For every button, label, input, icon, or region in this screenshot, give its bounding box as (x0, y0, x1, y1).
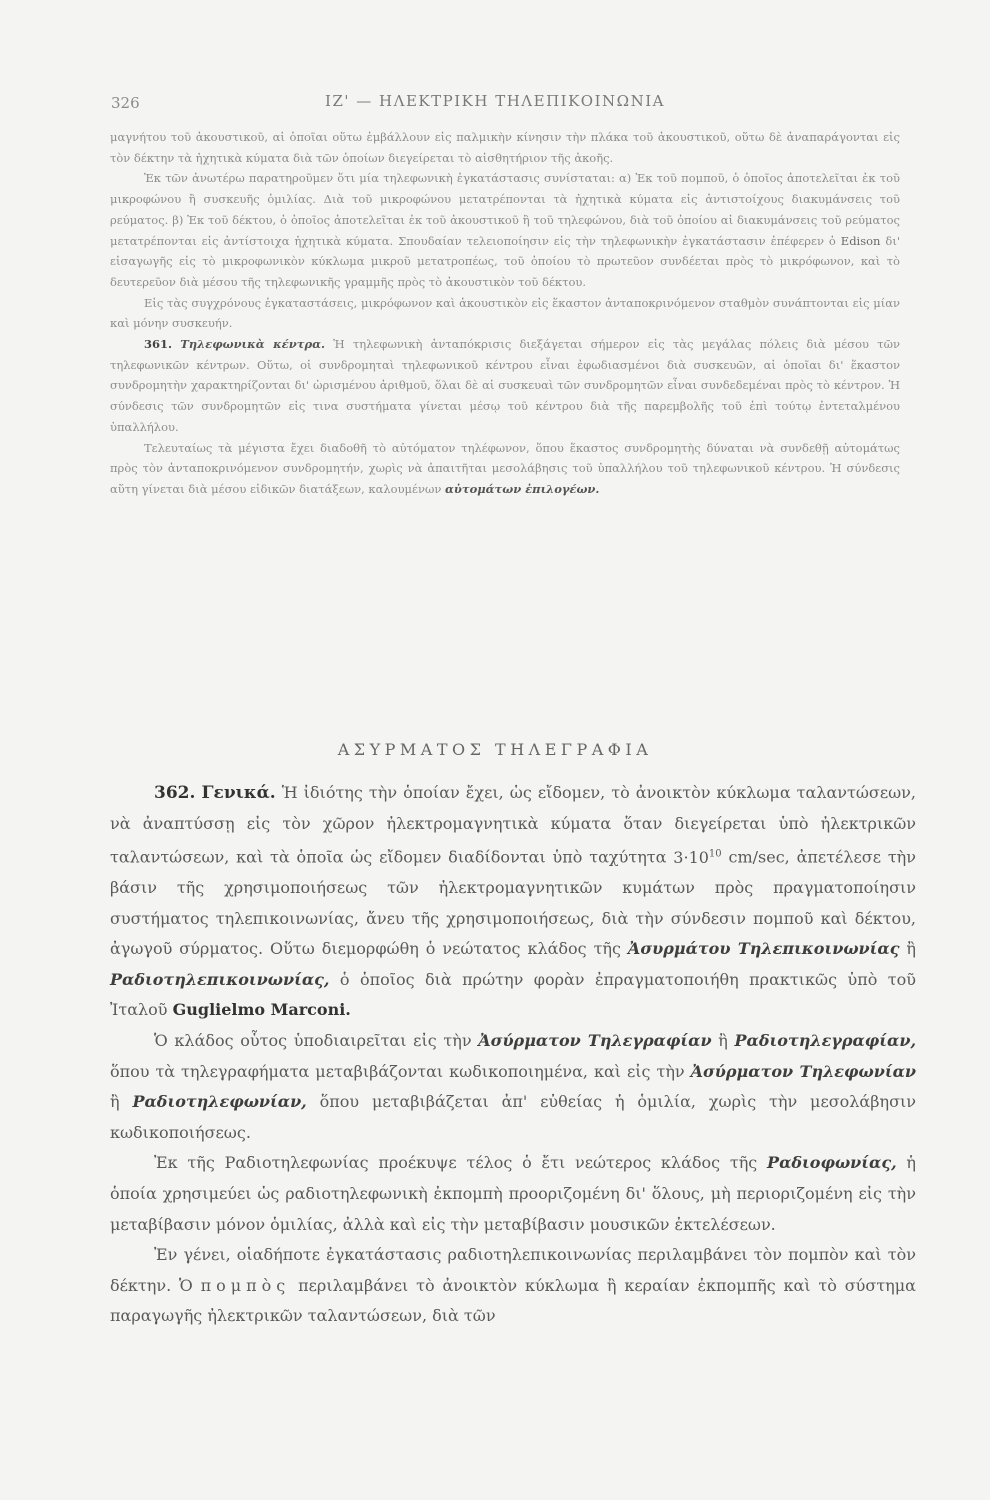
running-head: ΙΖ' — ΗΛΕΚΤΡΙΚΗ ΤΗΛΕΠΙΚΟΙΝΩΝΙΑ (325, 92, 665, 110)
emphasis-wireless-telecom: Ἀσυρμάτου Τηλεπικοινωνίας (627, 939, 900, 959)
name-edison: Edison (840, 233, 881, 248)
section-number: 362. (154, 783, 196, 803)
emphasis-radiotelegraphy: Ραδιοτηλεγραφίαν, (734, 1031, 917, 1051)
paragraph-transmitter: Ἐν γένει, οἱαδήποτε ἐγκατάστασις ραδιοτηλεπικοινωνίας περιλαμβάνει τὸν πομπὸν καὶ τὸν δέκτην. Ὁ πομπὸς περιλαμβάνει τὸ ἀνοικτὸν κύκλωμα ἢ κεραίαν ἐκπομπῆς καὶ τὸ σύστημα παραγωγῆς ἠλεκτρικῶν ταλαντώσεων, διὰ τῶν (110, 1245, 916, 1326)
speed-value: $3\cdot 10^{10}$ (673, 847, 722, 867)
wireless-telegraphy-section (110, 778, 916, 1332)
name-marconi: Guglielmo Marconi. (172, 1000, 351, 1020)
section-number: 361. (144, 337, 173, 352)
small-print-section (110, 127, 900, 500)
spaced-transmitter: πομπὸς (200, 1275, 291, 1295)
section-title: Τηλεφωνικὰ κέντρα. (180, 337, 326, 352)
emphasis-automatic-selectors: αὐτομάτων ἐπιλογέων. (445, 481, 600, 496)
section-361: 361. Τηλεφωνικὰ κέντρα. Ἡ τηλεφωνικὴ ἀνταπόκρισις διεξάγεται σήμερον εἰς τὰς μεγάλας πόλεις διὰ μέσου τῶν τηλεφωνικῶν κέντρων. Οὕτω, οἱ συνδρομηταὶ τηλεφωνικοῦ κέντρου εἶναι ἐφωδιασμένοι διὰ συσκευῶν, αἱ ὁποῖαι δι' ἕκαστον συνδρομητὴν χαρακτηρίζονται δι' ὡρισμένου ἀριθμοῦ, ὅλαι δὲ αἱ συσκευαὶ τῶν συνδρομητῶν εἶναι συνδεδεμέναι πρὸς τὸ κέντρον. Ἡ σύνδεσις τῶν συνδρομητῶν εἰς τινα συστήματα γίνεται μέσῳ τοῦ κέντρου διὰ τῆς παρεμβολῆς τοῦ ἐπὶ τούτῳ ἐντεταλμένου ὑπαλλήλου. (110, 337, 900, 434)
paragraph-continuation: μαγνήτου τοῦ ἀκουστικοῦ, αἱ ὁποῖαι οὕτω ἐμβάλλουν εἰς παλμικὴν κίνησιν τὴν πλάκα τοῦ ἀκουστικοῦ, οὕτω δὲ ἀναπαράγονται εἰς τὸν δέκτην τὰ ἠχητικὰ κύματα διὰ τῶν ὁποίων διεγείρεται τὸ αἰσθητήριον τῆς ἀκοῆς. (110, 130, 900, 165)
paragraph-radiophony: Ἐκ τῆς Ραδιοτηλεφωνίας προέκυψε τέλος ὁ ἔτι νεώτερος κλάδος τῆς Ραδιοφωνίας, ἡ ὁποία χρησιμεύει ὡς ραδιοτηλεφωνικὴ ἐκπομπὴ προοριζομένη δι' ὅλους, μὴ περιοριζομένη εἰς τὴν μεταβίβασιν μόνον ὁμιλίας, ἀλλὰ καὶ εἰς τὴν μεταβίβασιν μουσικῶν ἐκτελέσεων. (110, 1153, 916, 1234)
paragraph-modern-installations: Εἰς τὰς συγχρόνους ἐγκαταστάσεις, μικρόφωνον καὶ ἀκουστικὸν εἰς ἕκαστον ἀνταποκρινόμενον σταθμὸν συνάπτονται εἰς μίαν καὶ μόνην συσκευήν. (110, 295, 900, 331)
chapter-heading: ΑΣΥΡΜΑΤΟΣ ΤΗΛΕΓΡΑΦΙΑ (337, 740, 653, 759)
paragraph-automatic-telephone: Τελευταίως τὰ μέγιστα ἔχει διαδοθῆ τὸ αὐτόματον τηλέφωνον, ὅπου ἕκαστος συνδρομητὴς δύναται νὰ συνδεθῇ αὐτομάτως πρὸς τὸν ἀνταποκρινόμενον συνδρομητήν, χωρὶς νὰ ἀπαιτῆται μεσολάβησις τοῦ ὑπαλλήλου τοῦ τηλεφωνικοῦ κέντρου. Ἡ σύνδεσις αὕτη γίνεται διὰ μέσου εἰδικῶν διατάξεων, καλουμένων αὐτομάτων ἐπιλογέων. (110, 440, 900, 496)
paragraph-telephone-installation: Ἐκ τῶν ἀνωτέρω παρατηροῦμεν ὅτι μία τηλεφωνικὴ ἐγκατάστασις συνίσταται: α) Ἐκ τοῦ πομποῦ, ὁ ὁποῖος ἀποτελεῖται ἐκ τοῦ μικροφώνου ἢ συσκευῆς ὁμιλίας. Διὰ τοῦ μικροφώνου μετατρέπονται τὰ ἠχητικὰ κύματα εἰς ἀντιστοίχους διακυμάνσεις τοῦ ρεύματος. β) Ἐκ τοῦ δέκτου, ὁ ὁποῖος ἀποτελεῖται ἐκ τοῦ ἀκουστικοῦ ἢ τοῦ τηλεφώνου, διὰ τοῦ ὁποίου αἱ διακυμάνσεις τοῦ ρεύματος μετατρέπονται εἰς ἀντίστοιχα ἠχητικὰ κύματα. Σπουδαίαν τελειοποίησιν εἰς τὴν τηλεφωνικὴν ἐγκατάστασιν ἐπέφερεν ὁ Edison δι' εἰσαγωγῆς εἰς τὸ μικροφωνικὸν κύκλωμα μικροῦ μετατροπέως, τοῦ ὁποίου τὸ πρωτεῦον συνδέεται πρὸς τὸ μικρόφωνον, καὶ τὸ δευτερεῦον διὰ μέσου τῆς τηλεφωνικῆς γραμμῆς πρὸς τὸ ἀκουστικὸν τοῦ δέκτου. (110, 171, 901, 289)
page-number: 326 (111, 94, 140, 112)
section-362: 362. Γενικά. Ἡ ἰδιότης τὴν ὁποίαν ἔχει, ὡς εἴδομεν, τὸ ἀνοικτὸν κύκλωμα ταλαντώσεων, νὰ ἀναπτύσσῃ εἰς τὸν χῶρον ἠλεκτρομαγνητικὰ κύματα ὅταν διεγείρεται ὑπὸ ἠλεκτρικῶν ταλαντώσεων, καὶ τὰ ὁποῖα ὡς εἴδομεν διαδίδονται ὑπὸ ταχύτητα $3\cdot 10^{10}$ cm/sec, ἀπετέλεσε τὴν βάσιν τῆς χρησιμοποιήσεως τῶν ἠλεκτρομαγνητικῶν κυμάτων πρὸς πραγματοποίησιν συστήματος τηλεπικοινωνίας, ἄνευ τῆς χρησιμοποιήσεως, διὰ τὴν σύνδεσιν πομποῦ καὶ δέκτου, ἀγωγοῦ σύρματος. Οὕτω διεμορφώθη ὁ νεώτατος κλάδος τῆς Ἀσυρμάτου Τηλεπικοινωνίας ἢ Ραδιοτηλεπικοινωνίας, ὁ ὁποῖος διὰ πρώτην φορὰν ἐπραγματοποιήθη πρακτικῶς ὑπὸ τοῦ Ἰταλοῦ Guglielmo Marconi. (110, 783, 916, 1020)
emphasis-radiotelecom: Ραδιοτηλεπικοινωνίας, (110, 969, 330, 989)
emphasis-wireless-telegraphy: Ἀσύρματον Τηλεγραφίαν (478, 1031, 712, 1051)
page-header (0, 88, 990, 118)
section-title: Γενικά. (201, 783, 276, 803)
emphasis-radiotelephony: Ραδιοτηλεφωνίαν, (132, 1092, 307, 1112)
emphasis-radiophony: Ραδιοφωνίας, (767, 1153, 897, 1173)
paragraph-subdivision: Ὁ κλάδος οὗτος ὑποδιαιρεῖται εἰς τὴν Ἀσύρματον Τηλεγραφίαν ἢ Ραδιοτηλεγραφίαν, ὅπου τὰ τηλεγραφήματα μεταβιβάζονται κωδικοποιημένα, καὶ εἰς τὴν Ἀσύρματον Τηλεφωνίαν ἢ Ραδιοτηλεφωνίαν, ὅπου μεταβιβάζεται ἀπ' εὐθείας ἡ ὁμιλία, χωρὶς τὴν μεσολάβησιν κωδικοποιήσεως. (110, 1031, 917, 1142)
emphasis-wireless-telephony: Ἀσύρματον Τηλεφωνίαν (690, 1061, 916, 1081)
